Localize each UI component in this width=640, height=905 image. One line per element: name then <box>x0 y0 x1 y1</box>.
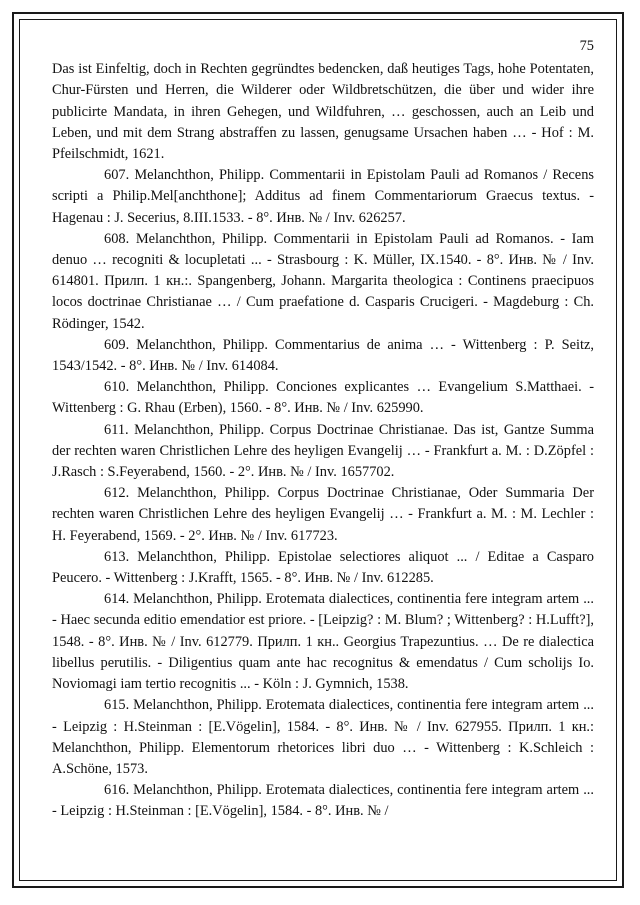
page-text <box>52 36 594 823</box>
entry-614: 614. Melanchthon, Philipp. Erotemata dialectices, continentia fere integram artem ... - Haec secunda editio emendatior est priore. - [Leipzig? : M. Blum? ; Wittenberg? : H.Lufft?], 1548. - 8°. Инв. № / Inv. 612779. Прилп. 1 кн.. Georgius Trapezuntius. … De re dialectica libellus perutilis. - Diligentius quam ante hac recognitus & emendatus / Cum scholijs Io. Noviomagi iam tertio recognitis ... - Köln : J. Gymnich, 1538. <box>52 591 594 693</box>
continuation-paragraph: Das ist Einfeltig, doch in Rechten gegründtes bedencken, daß heutiges Tags, hohe Potentaten, Chur-Fürsten und Herren, die Wilderer oder Wildbretschützen, die über und wider ihre publicirte Mandata, in ihren Gehegen, und Wildfuhren, … geschossen, auch an Leib und Leben, und mit dem Strang abstraffen zu lassen, genugsame Ursachen haben … - Hof : M. Pfeilschmidt, 1621. <box>52 61 594 163</box>
entry-607: 607. Melanchthon, Philipp. Commentarii in Epistolam Pauli ad Romanos / Recens scripti a Philip.Mel[anchthone]; Additus ad finem Commentariorum Graecus textus. - Hagenau : J. Secerius, 8.III.1533. - 8°. Инв. № / Inv. 626257. <box>52 167 594 226</box>
entry-610: 610. Melanchthon, Philipp. Conciones explicantes … Evangelium S.Matthaei. - Wittenberg : G. Rhau (Erben), 1560. - 8°. Инв. № / Inv. 625990. <box>52 379 594 417</box>
entry-611: 611. Melanchthon, Philipp. Corpus Doctrinae Christianae. Das ist, Gantze Summa der rechten waren Christlichen Lehre des heyligen Evangelij … - Frankfurt a. M. : D.Zöpfel : J.Rasch : S.Feyerabend, 1560. - 2°. Инв. № / Inv. 1657702. <box>52 421 594 481</box>
page-number: 75 <box>579 38 594 54</box>
entry-608: 608. Melanchthon, Philipp. Commentarii in Epistolam Pauli ad Romanos. - Iam denuo … recogniti & locupletati ... - Strasbourg : K. Müller, IX.1540. - 8°. Инв. № / Inv. 614801. Прилп. 1 кн.:. Spangenberg, Johann. Margarita theologica : Continens praecipuos locos doctrinae Christianae … / Cum praefatione d. Casparis Crucigeri. - Magdeburg : Ch. Rödinger, 1542. <box>52 230 594 332</box>
entry-612: 612. Melanchthon, Philipp. Corpus Doctrinae Christianae, Oder Summaria Der rechten waren Christlichen Lehre des heyligen Evangelij … - Frankfurt a. M. : M. Lechler : H. Feyerabend, 1569. - 2°. Инв. № / Inv. 617723. <box>52 485 594 544</box>
entry-615: 615. Melanchthon, Philipp. Erotemata dialectices, continentia fere integram artem ... - Leipzig : H.Steinman : [E.Vögelin], 1584. - 8°. Инв. № / Inv. 627955. Прилп. 1 кн.: Melanchthon, Philipp. Elementorum rhetorices libri duo … - Wittenberg : K.Schleich : A.Schöne, 1573. <box>52 697 594 777</box>
entry-613: 613. Melanchthon, Philipp. Epistolae selectiores aliquot ... / Editae a Casparo Peucero. - Wittenberg : J.Krafft, 1565. - 8°. Инв. № / Inv. 612285. <box>52 548 594 587</box>
entry-609: 609. Melanchthon, Philipp. Commentarius de anima … - Wittenberg : P. Seitz, 1543/1542. - 8°. Инв. № / Inv. 614084. <box>52 336 594 375</box>
entry-616: 616. Melanchthon, Philipp. Erotemata dialectices, continentia fere integram artem ... - Leipzig : H.Steinman : [E.Vögelin], 1584. - 8°. Инв. № / <box>52 782 594 820</box>
